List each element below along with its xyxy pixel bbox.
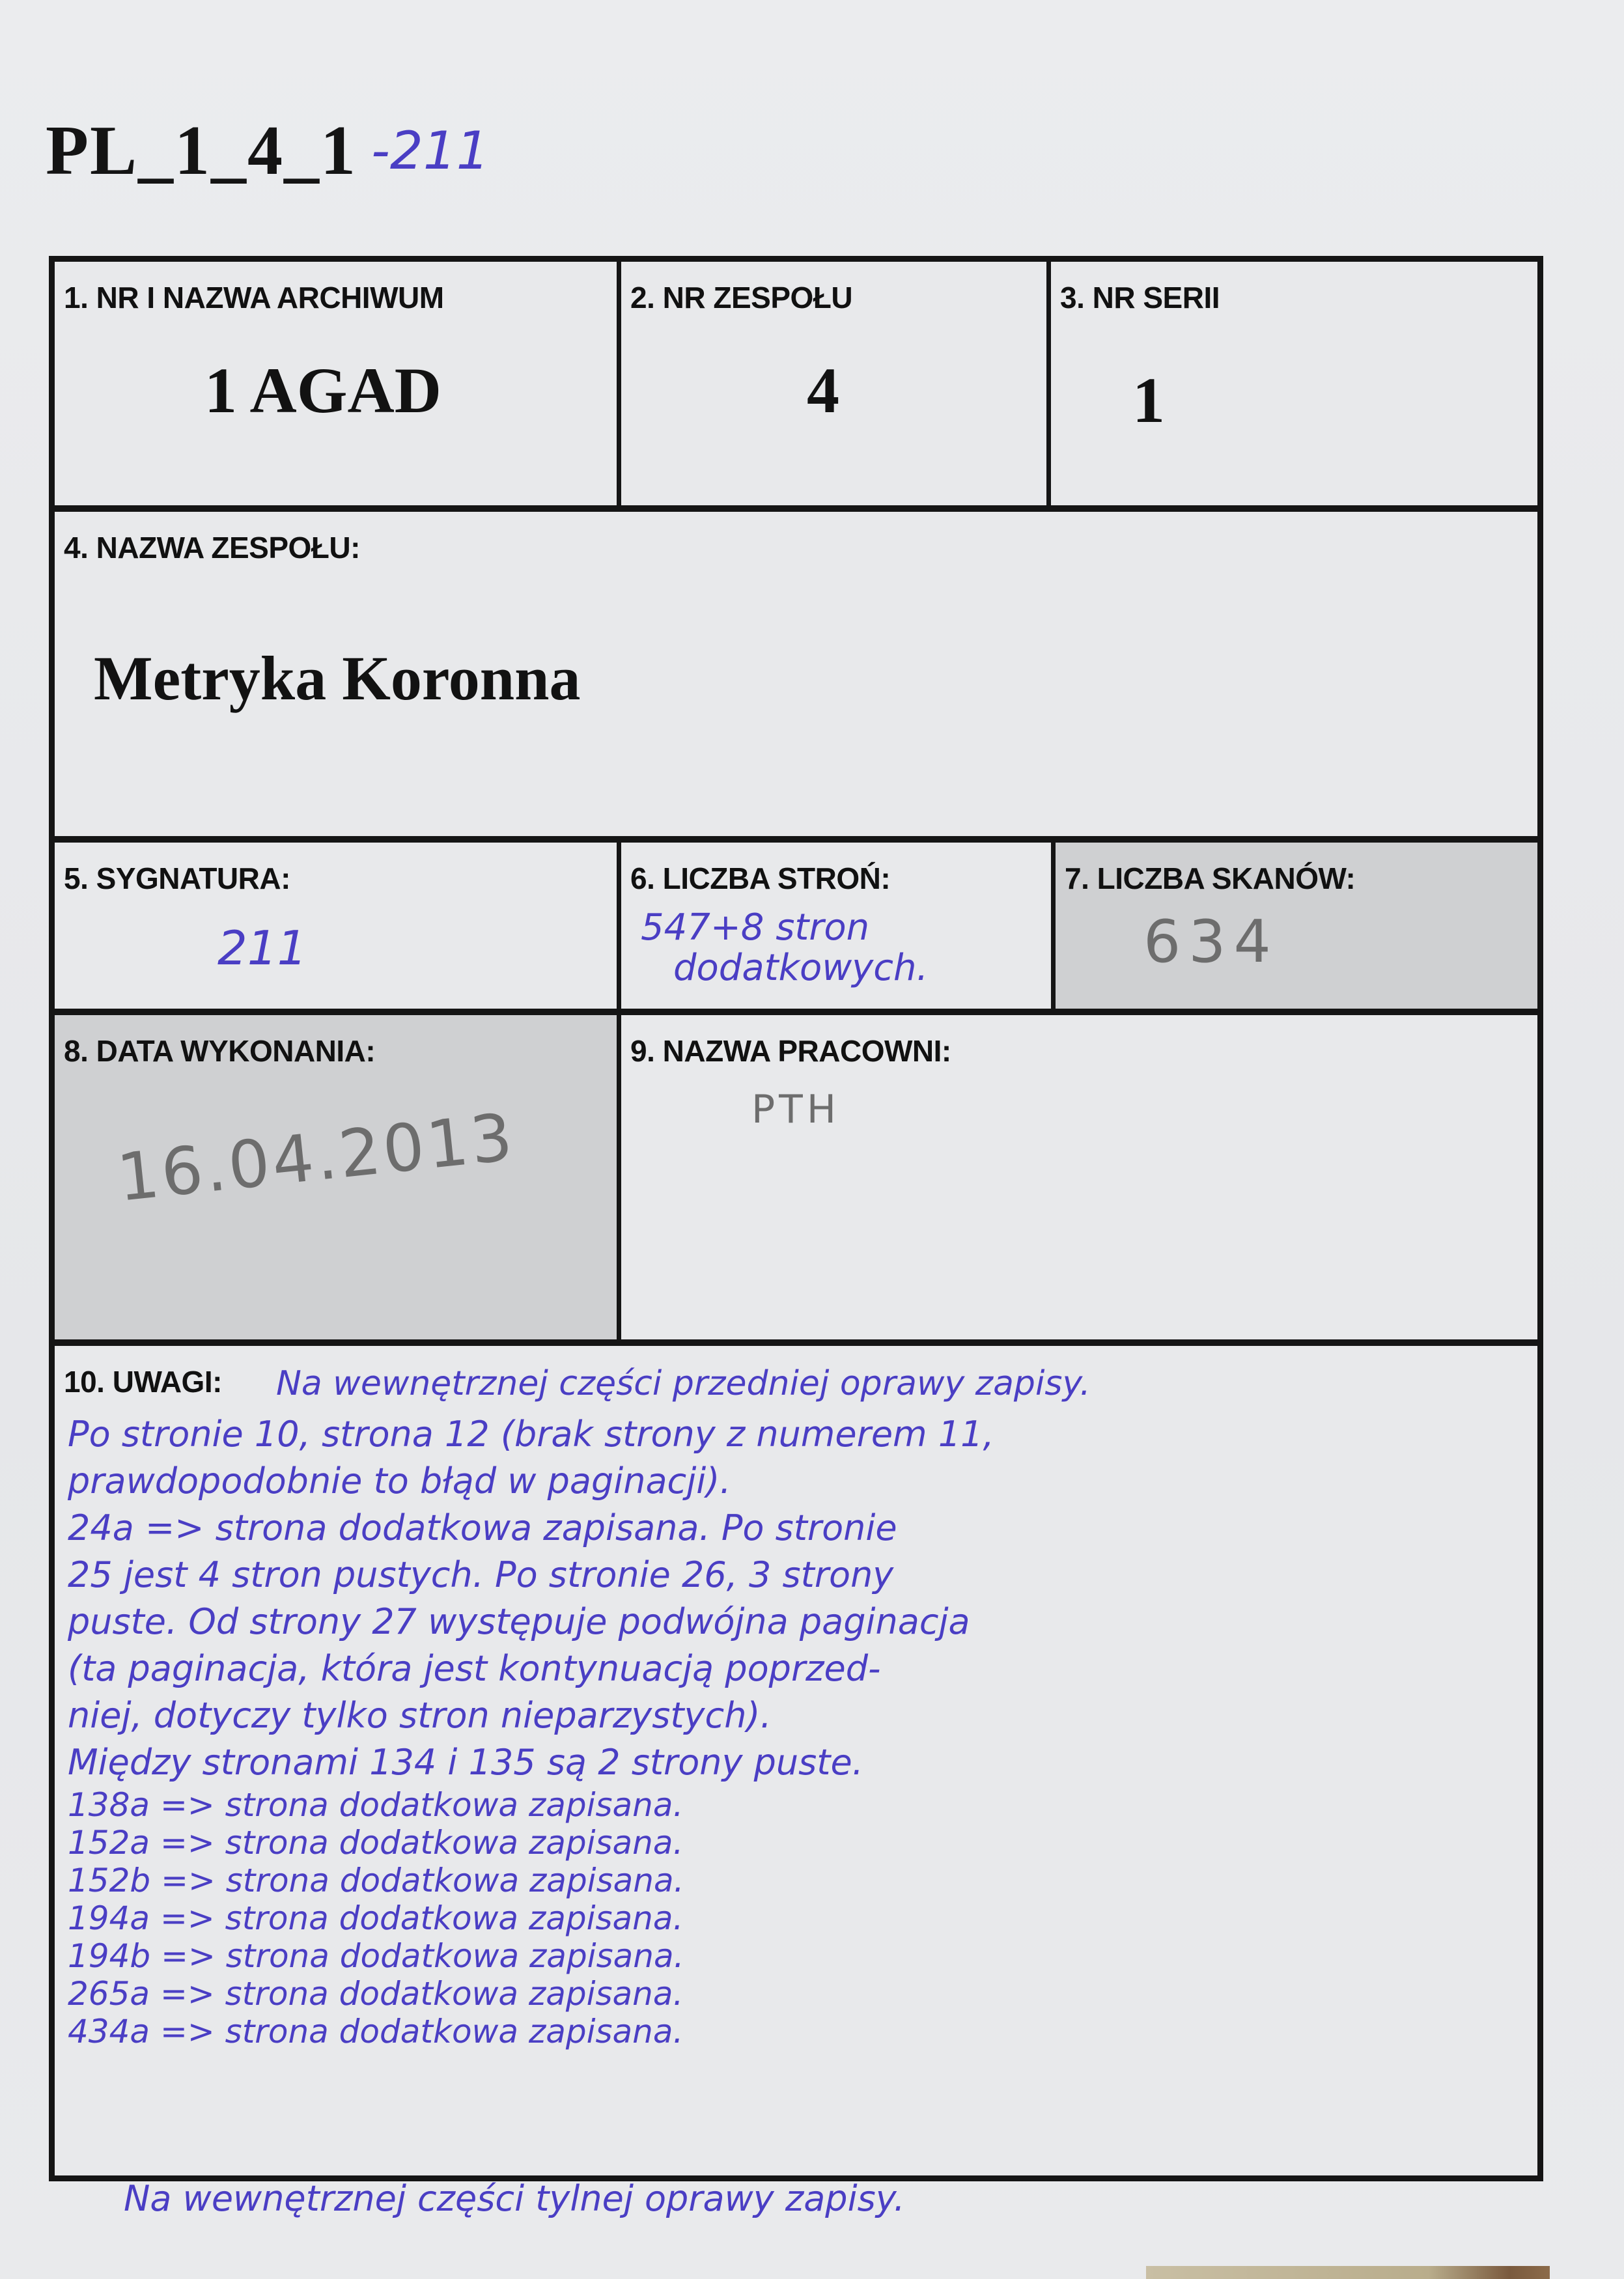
field-signature-label: 5. SYGNATURA: [64,861,290,895]
field-date-value: 16.04.2013 [113,1098,518,1216]
field-page-count-label: 6. LICZBA STROŃ: [630,861,891,895]
remarks-line: niej, dotyczy tylko stron nieparzystych). [68,1695,772,1736]
field-workshop-label: 9. NAZWA PRACOWNI: [630,1034,951,1068]
field-fond-name-value: Metryka Koronna [94,643,581,713]
field-archive-value: 1 AGAD [204,354,441,426]
field-signature [55,843,621,1015]
field-scan-count-label: 7. LICZBA SKANÓW: [1065,861,1356,895]
field-fond-number-value: 4 [807,354,839,426]
field-fond-name [55,512,1537,843]
field-archive-label: 1. NR I NAZWA ARCHIWUM [64,281,444,315]
remarks-list-line: 194b => strona dodatkowa zapisana. [68,1937,684,1975]
document-id-printed: PL_1_4_1 [46,112,357,189]
remarks-line: 24a => strona dodatkowa zapisana. Po stronie [68,1507,897,1548]
remarks-list-line: 265a => strona dodatkowa zapisana. [68,1975,684,2013]
remarks-line: 25 jest 4 stron pustych. Po stronie 26, 3 strony [68,1554,894,1595]
field-workshop [621,1015,1537,1346]
remarks-continuation-below-form: Na wewnętrznej części tylnej oprawy zapisy. [124,2178,905,2219]
remarks-list-line: 152a => strona dodatkowa zapisana. [68,1824,684,1862]
field-series-number [1051,262,1537,512]
field-fond-number [621,262,1051,512]
field-page-count-line2: dodatkowych. [673,947,929,989]
field-date-label: 8. DATA WYKONANIA: [64,1034,376,1068]
remarks-body [68,1411,1533,2050]
field-page-count [621,843,1056,1015]
remarks-list-line: 138a => strona dodatkowa zapisana. [68,1786,684,1824]
field-remarks-label: 10. UWAGI: [64,1365,222,1399]
remarks-first-line: Na wewnętrznej części przedniej oprawy zapisy. [276,1364,1091,1403]
field-page-count-value [641,908,1057,988]
remarks-line: (ta paginacja, która jest kontynuacją poprzed- [68,1648,881,1689]
field-page-count-line1: 547+8 stron [641,906,870,949]
document-id-handwritten-suffix: -211 [371,120,490,181]
field-date [55,1015,621,1346]
archive-metadata-form [49,256,1543,2181]
remarks-line: puste. Od strony 27 występuje podwójna paginacja [68,1601,970,1642]
remarks-list-line: 434a => strona dodatkowa zapisana. [68,2013,684,2050]
field-fond-name-label: 4. NAZWA ZESPOŁU: [64,531,360,565]
remarks-list-line: 194a => strona dodatkowa zapisana. [68,1899,684,1937]
remarks-line: Po stronie 10, strona 12 (brak strony z numerem 11, [68,1414,994,1455]
field-series-number-value: 1 [1132,364,1165,436]
remarks-line: prawdopodobnie to błąd w paginacji). [68,1461,731,1502]
remarks-line: Między stronami 134 i 135 są 2 strony puste. [68,1742,863,1783]
field-fond-number-label: 2. NR ZESPOŁU [630,281,853,315]
document-id [46,111,357,191]
field-scan-count [1056,843,1537,1015]
background-table-surface [1146,2266,1550,2279]
field-remarks [55,1346,1537,2175]
remarks-list-line: 152b => strona dodatkowa zapisana. [68,1862,684,1899]
field-series-number-label: 3. NR SERII [1060,281,1220,315]
field-signature-value: 211 [217,921,307,975]
field-archive [55,262,621,512]
field-workshop-value: PTH [751,1087,840,1132]
field-scan-count-value: 634 [1143,908,1279,976]
